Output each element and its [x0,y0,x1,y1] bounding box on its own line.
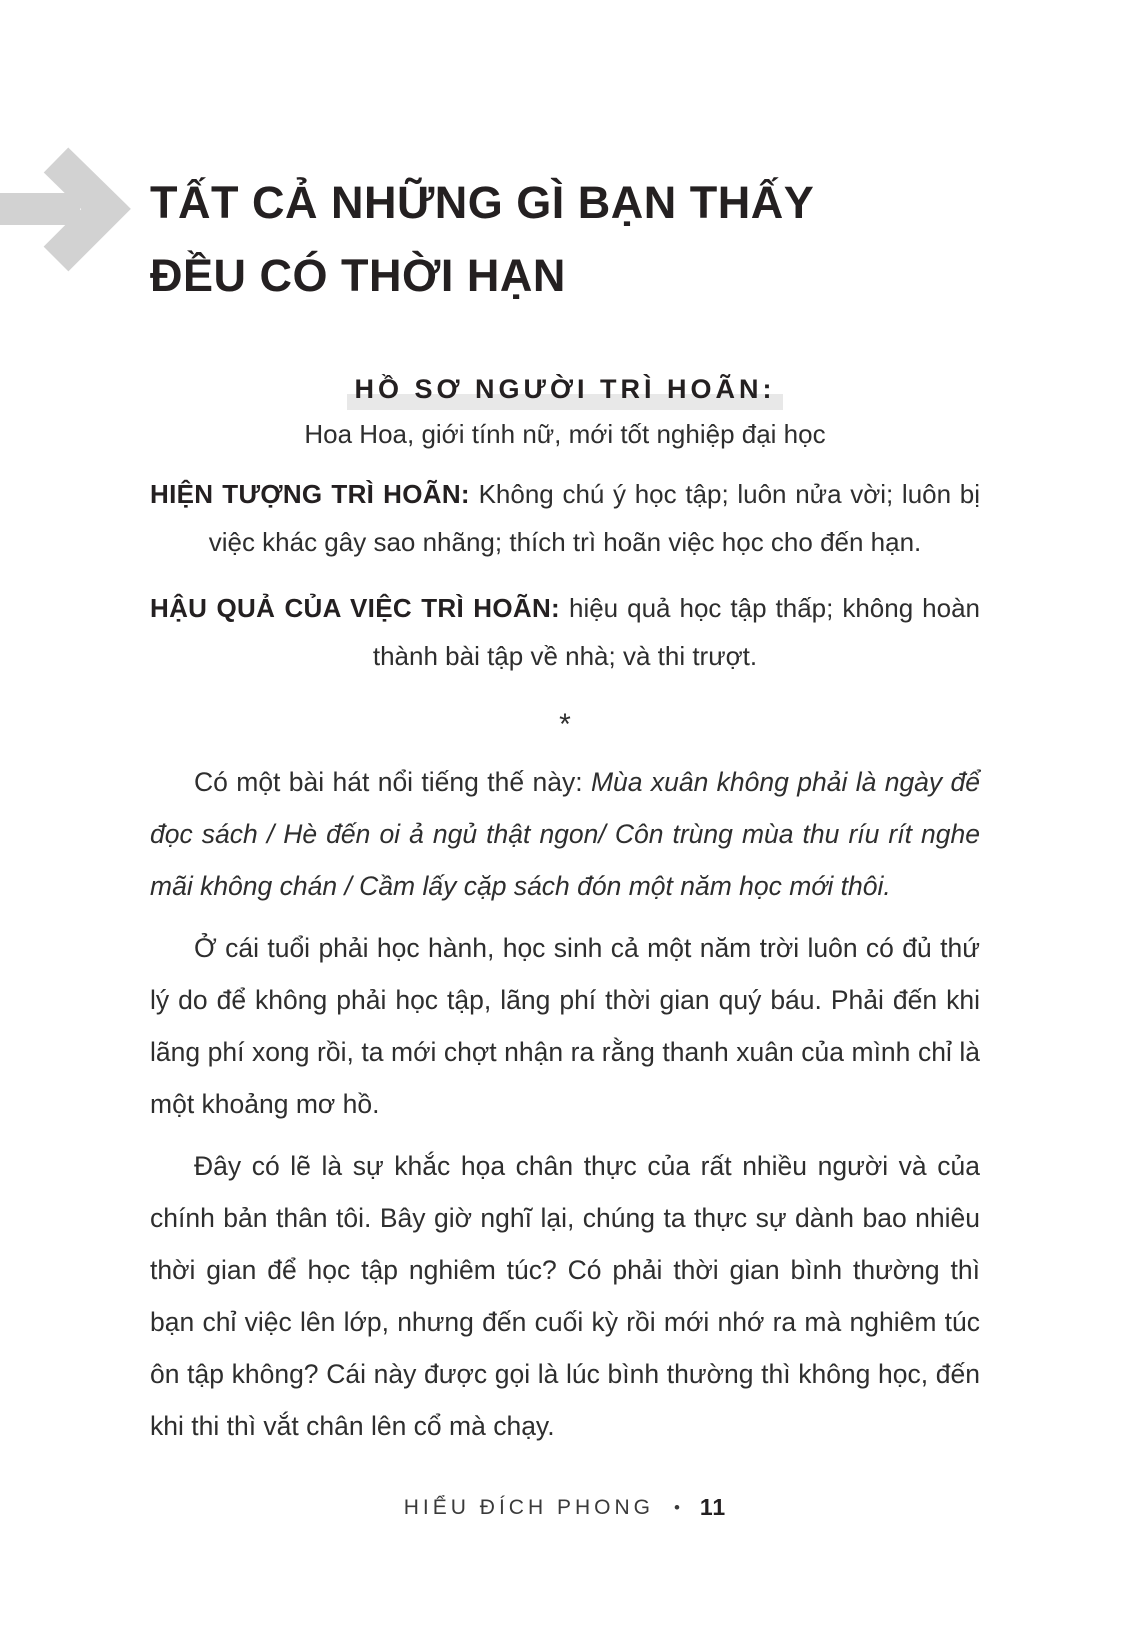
page-footer [150,1494,980,1521]
paragraph-3: Đây có lẽ là sự khắc họa chân thực của rất nhiều người và của chính bản thân tôi. Bây giờ nghĩ lại, chúng ta thực sự dành bao nhiêu thời gian để học tập nghiêm túc? Có phải thời gian bình thường thì bạn chỉ việc lên lớp, nhưng đến cuối kỳ rồi mới nhớ ra mà nghiêm túc ôn tập không? Cái này được gọi là lúc bình thường thì không học, đến khi thi thì vắt chân lên cổ mà chạy. [150,1151,980,1441]
chapter-title-line1: TẤT CẢ NHỮNG GÌ BẠN THẤY [150,177,815,229]
footer-bullet-icon: • [673,1497,680,1517]
paragraph-song [150,756,980,912]
profile-consequence-label: HẬU QUẢ CỦA VIỆC TRÌ HOÃN: [150,593,560,623]
profile-consequence [150,584,980,680]
body-text [150,756,980,1452]
profile-phenomenon [150,470,980,566]
chapter-arrow-icon [0,146,134,274]
profile-subject: Hoa Hoa, giới tính nữ, mới tốt nghiệp đại học [304,419,826,449]
chapter-title-line2: ĐỀU CÓ THỜI HẠN [150,250,566,302]
paragraph-song-intro: Có một bài hát nổi tiếng thế này: [194,767,583,797]
footer-page-number: 11 [699,1494,727,1520]
profile-phenomenon-text: Không chú ý học tập; luôn nửa vời; luôn bị việc khác gây sao nhãng; thích trì hoãn việc học cho đến hạn. [208,479,981,557]
page-content [150,374,980,1462]
chapter-title [150,166,1010,312]
profile-consequence-text: hiệu quả học tập thấp; không hoàn thành bài tập về nhà; và thi trượt. [372,593,981,671]
profile-heading-text: HỒ SƠ NGƯỜI TRÌ HOÃN: [347,374,784,410]
procrastinator-profile-heading [150,374,980,405]
paragraph-2: Ở cái tuổi phải học hành, học sinh cả một năm trời luôn có đủ thứ lý do để không phải học tập, lãng phí thời gian quý báu. Phải đến khi lãng phí xong rồi, ta mới chợt nhận ra rằng thanh xuân của mình chỉ là một khoảng mơ hồ. [150,933,980,1119]
profile-phenomenon-label: HIỆN TƯỢNG TRÌ HOÃN: [150,479,470,509]
paragraph-song-lyrics: Mùa xuân không phải là ngày để đọc sách / Hè đến oi ả ngủ thật ngon/ Côn trùng mùa thu ríu rít nghe mãi không chán / Cầm lấy cặp sách đón một năm học mới thôi. [150,767,981,901]
footer-author: HIỂU ĐÍCH PHONG [403,1495,654,1519]
section-separator-asterisk: * [559,708,571,741]
